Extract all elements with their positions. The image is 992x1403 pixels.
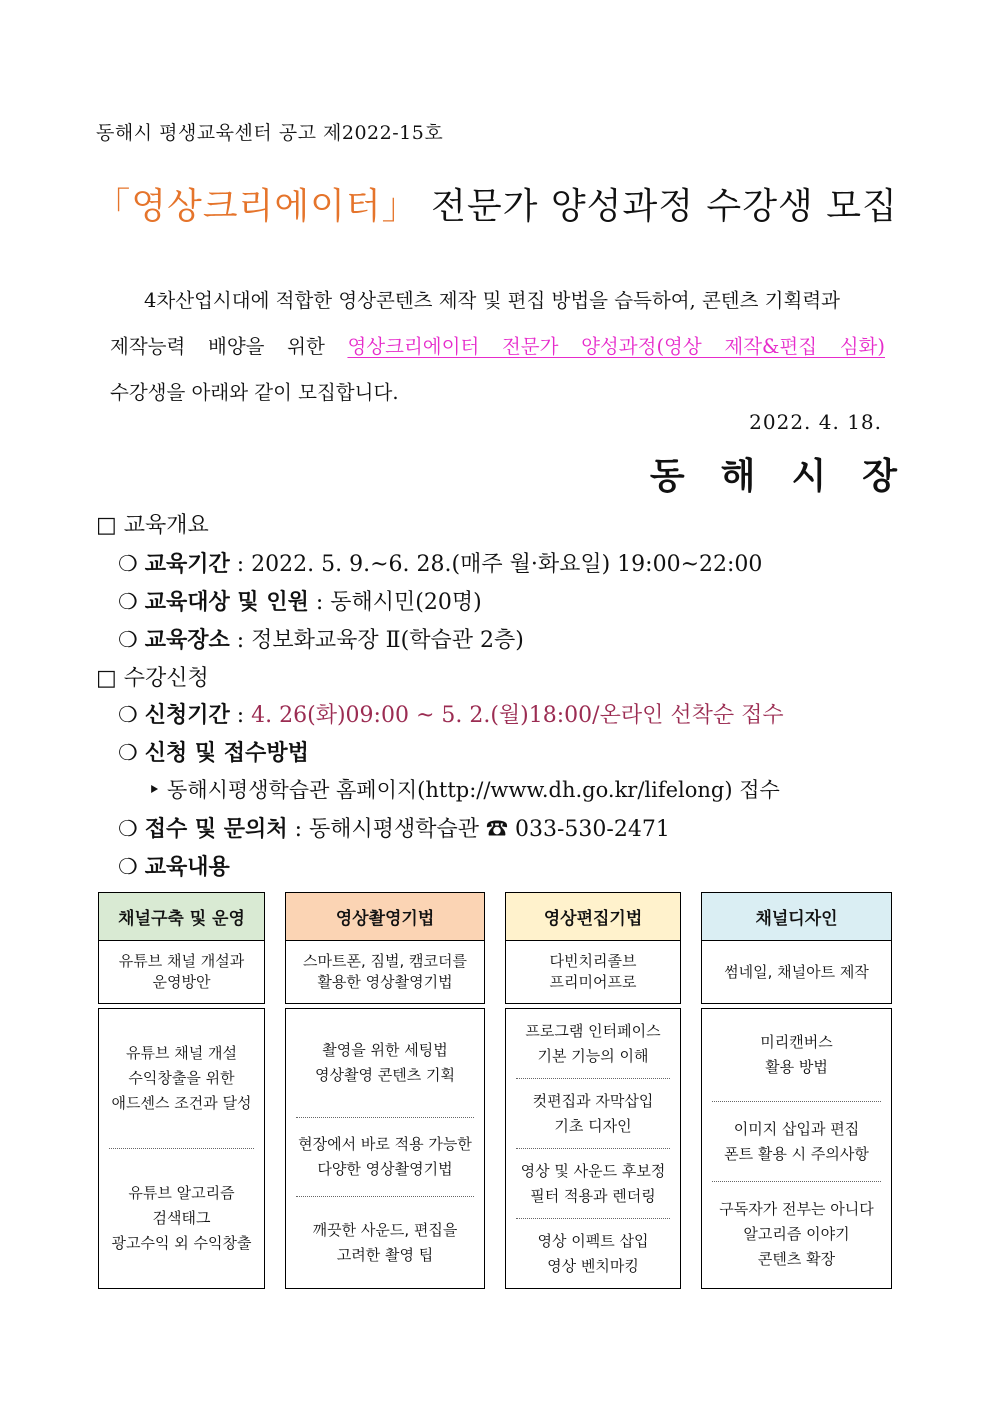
apply-period-label: 신청기간 [144, 703, 230, 728]
contact-value: 동해시평생학습관 ☎ 033-530-2471 [308, 817, 670, 842]
curriculum-header-filming: 영상촬영기법 [285, 892, 485, 941]
content-line: 수익창출을 위한 [128, 1069, 235, 1087]
content-group [516, 1078, 670, 1148]
intro-line-3: 수강생을 아래와 같이 모집합니다. [110, 381, 399, 404]
target-label: 교육대상 및 인원 [144, 590, 309, 615]
curriculum-content [98, 1008, 265, 1289]
content-line: 광고수익 외 수익창출 [111, 1234, 252, 1252]
content-line: 이미지 삽입과 편집 [733, 1119, 860, 1138]
summary-line: 유튜브 채널 개설과 [118, 952, 245, 970]
content-group [516, 1148, 670, 1218]
curriculum-summary [701, 940, 892, 1004]
content-group [516, 1009, 670, 1078]
content-group [516, 1218, 670, 1288]
period-value: 2022. 5. 9.~6. 28.(매주 월·화요일) 19:00~22:00 [251, 552, 763, 577]
summary-line: 다빈치리졸브 [549, 952, 637, 970]
circle-bullet-icon: ❍ [118, 855, 138, 880]
summary-line: 활용한 영상촬영기법 [317, 973, 453, 991]
summary-line: 프리미어프로 [549, 973, 637, 991]
circle-bullet-icon: ❍ [118, 741, 138, 766]
content-line: 구독자가 전부는 아니다 [719, 1200, 874, 1219]
content-line: 활용 방법 [765, 1058, 828, 1077]
item-period [118, 547, 762, 578]
separator: : [308, 590, 331, 615]
summary-line: 썸네일, 채널아트 제작 [724, 962, 869, 981]
item-target [118, 585, 482, 616]
separator: : [229, 552, 252, 577]
content-line: 알고리즘 이야기 [743, 1225, 850, 1244]
method-label: 신청 및 접수방법 [144, 741, 309, 766]
content-line: 다양한 영상촬영기법 [317, 1160, 453, 1179]
place-value: 정보화교육장 Ⅱ(학습관 2층) [251, 628, 524, 653]
notice-date: 2022. 4. 18. [749, 410, 882, 434]
curriculum-header-editing: 영상편집기법 [505, 892, 681, 941]
content-group [296, 1117, 474, 1196]
method-detail: ‣ 동해시평생학습관 홈페이지(http://www.dh.go.kr/lifelong) 접수 [148, 778, 780, 802]
page-title [0, 178, 992, 229]
section-apply-heading: □ 수강신청 [96, 666, 209, 691]
circle-bullet-icon: ❍ [118, 590, 138, 615]
content-group [712, 1101, 881, 1180]
circle-bullet-icon: ❍ [118, 703, 138, 728]
content-line: 촬영을 위한 세팅법 [322, 1041, 448, 1060]
intro-line-1: 4차산업시대에 적합한 영상콘텐츠 제작 및 편집 방법을 습득하여, 콘텐츠 기획력과 [144, 289, 841, 312]
section-overview-heading: □ 교육개요 [96, 513, 209, 538]
issuer-mayor: 동해시장 [649, 456, 933, 497]
content-line: 현장에서 바로 적용 가능한 [298, 1135, 472, 1154]
item-contact [118, 812, 670, 843]
content-line: 검색태그 [152, 1209, 211, 1227]
intro-line-2-text: 제작능력 배양을 위한 [110, 335, 348, 358]
content-line: 영상촬영 콘텐츠 기획 [315, 1066, 455, 1085]
place-label: 교육장소 [144, 628, 230, 653]
content-group [296, 1009, 474, 1117]
item-method [118, 736, 309, 767]
content-group [109, 1148, 254, 1288]
curriculum-summary [98, 940, 265, 1004]
content-line: 영상 및 사운드 후보정 [520, 1161, 666, 1180]
separator: : [229, 628, 252, 653]
content-line: 애드센스 조건과 달성 [111, 1094, 252, 1112]
content-line: 컷편집과 자막삽입 [532, 1091, 654, 1110]
contact-label: 접수 및 문의처 [144, 817, 288, 842]
curriculum-content [701, 1008, 892, 1289]
intro-line-2 [110, 324, 885, 370]
item-place [118, 623, 524, 654]
content-line: 영상 벤치마킹 [547, 1256, 639, 1275]
curriculum-content [505, 1008, 681, 1289]
content-line: 미리캔버스 [760, 1033, 833, 1052]
content-line: 유튜브 채널 개설 [126, 1044, 237, 1062]
item-apply-period [118, 698, 784, 729]
course-name-link: 영상크리에이터 전문가 양성과정(영상 제작&편집 심화) [347, 335, 885, 358]
content-line: 유튜브 알고리즘 [128, 1184, 235, 1202]
content-line: 기본 기능의 이해 [537, 1046, 649, 1065]
title-rest: 전문가 양성과정 수강생 모집 [418, 186, 898, 227]
content-line: 영상 이펙트 삽입 [537, 1231, 649, 1250]
curriculum-header-design: 채널디자인 [701, 892, 892, 941]
apply-period-value: 4. 26(화)09:00 ~ 5. 2.(월)18:00/온라인 선착순 접수 [251, 703, 784, 728]
summary-line: 운영방안 [152, 973, 211, 991]
content-line: 깨끗한 사운드, 편집을 [312, 1220, 458, 1239]
period-label: 교육기간 [144, 552, 230, 577]
content-group [712, 1009, 881, 1101]
notice-number: 동해시 평생교육센터 공고 제2022-15호 [96, 122, 444, 144]
content-group [109, 1009, 254, 1148]
content-label: 교육내용 [144, 855, 230, 880]
item-content [118, 850, 230, 881]
circle-bullet-icon: ❍ [118, 817, 138, 842]
curriculum-summary [285, 940, 485, 1004]
circle-bullet-icon: ❍ [118, 628, 138, 653]
curriculum-content [285, 1008, 485, 1289]
intro-paragraph [110, 278, 885, 416]
content-line: 기초 디자인 [554, 1116, 632, 1135]
content-line: 필터 적용과 렌더링 [530, 1186, 656, 1205]
content-line: 콘텐츠 확장 [757, 1250, 836, 1269]
curriculum-header-channel: 채널구축 및 운영 [98, 892, 265, 941]
content-line: 고려한 촬영 팁 [336, 1245, 434, 1264]
separator: : [287, 817, 309, 842]
content-line: 폰트 활용 시 주의사항 [724, 1144, 869, 1163]
summary-line: 스마트폰, 짐벌, 캠코더를 [303, 952, 467, 970]
content-group [712, 1181, 881, 1288]
separator: : [229, 703, 252, 728]
content-line: 프로그램 인터페이스 [525, 1021, 661, 1040]
target-value: 동해시민(20명) [330, 590, 482, 615]
curriculum-summary [505, 940, 681, 1004]
title-highlight: 「영상크리에이터」 [94, 186, 419, 227]
content-group [296, 1196, 474, 1288]
circle-bullet-icon: ❍ [118, 552, 138, 577]
